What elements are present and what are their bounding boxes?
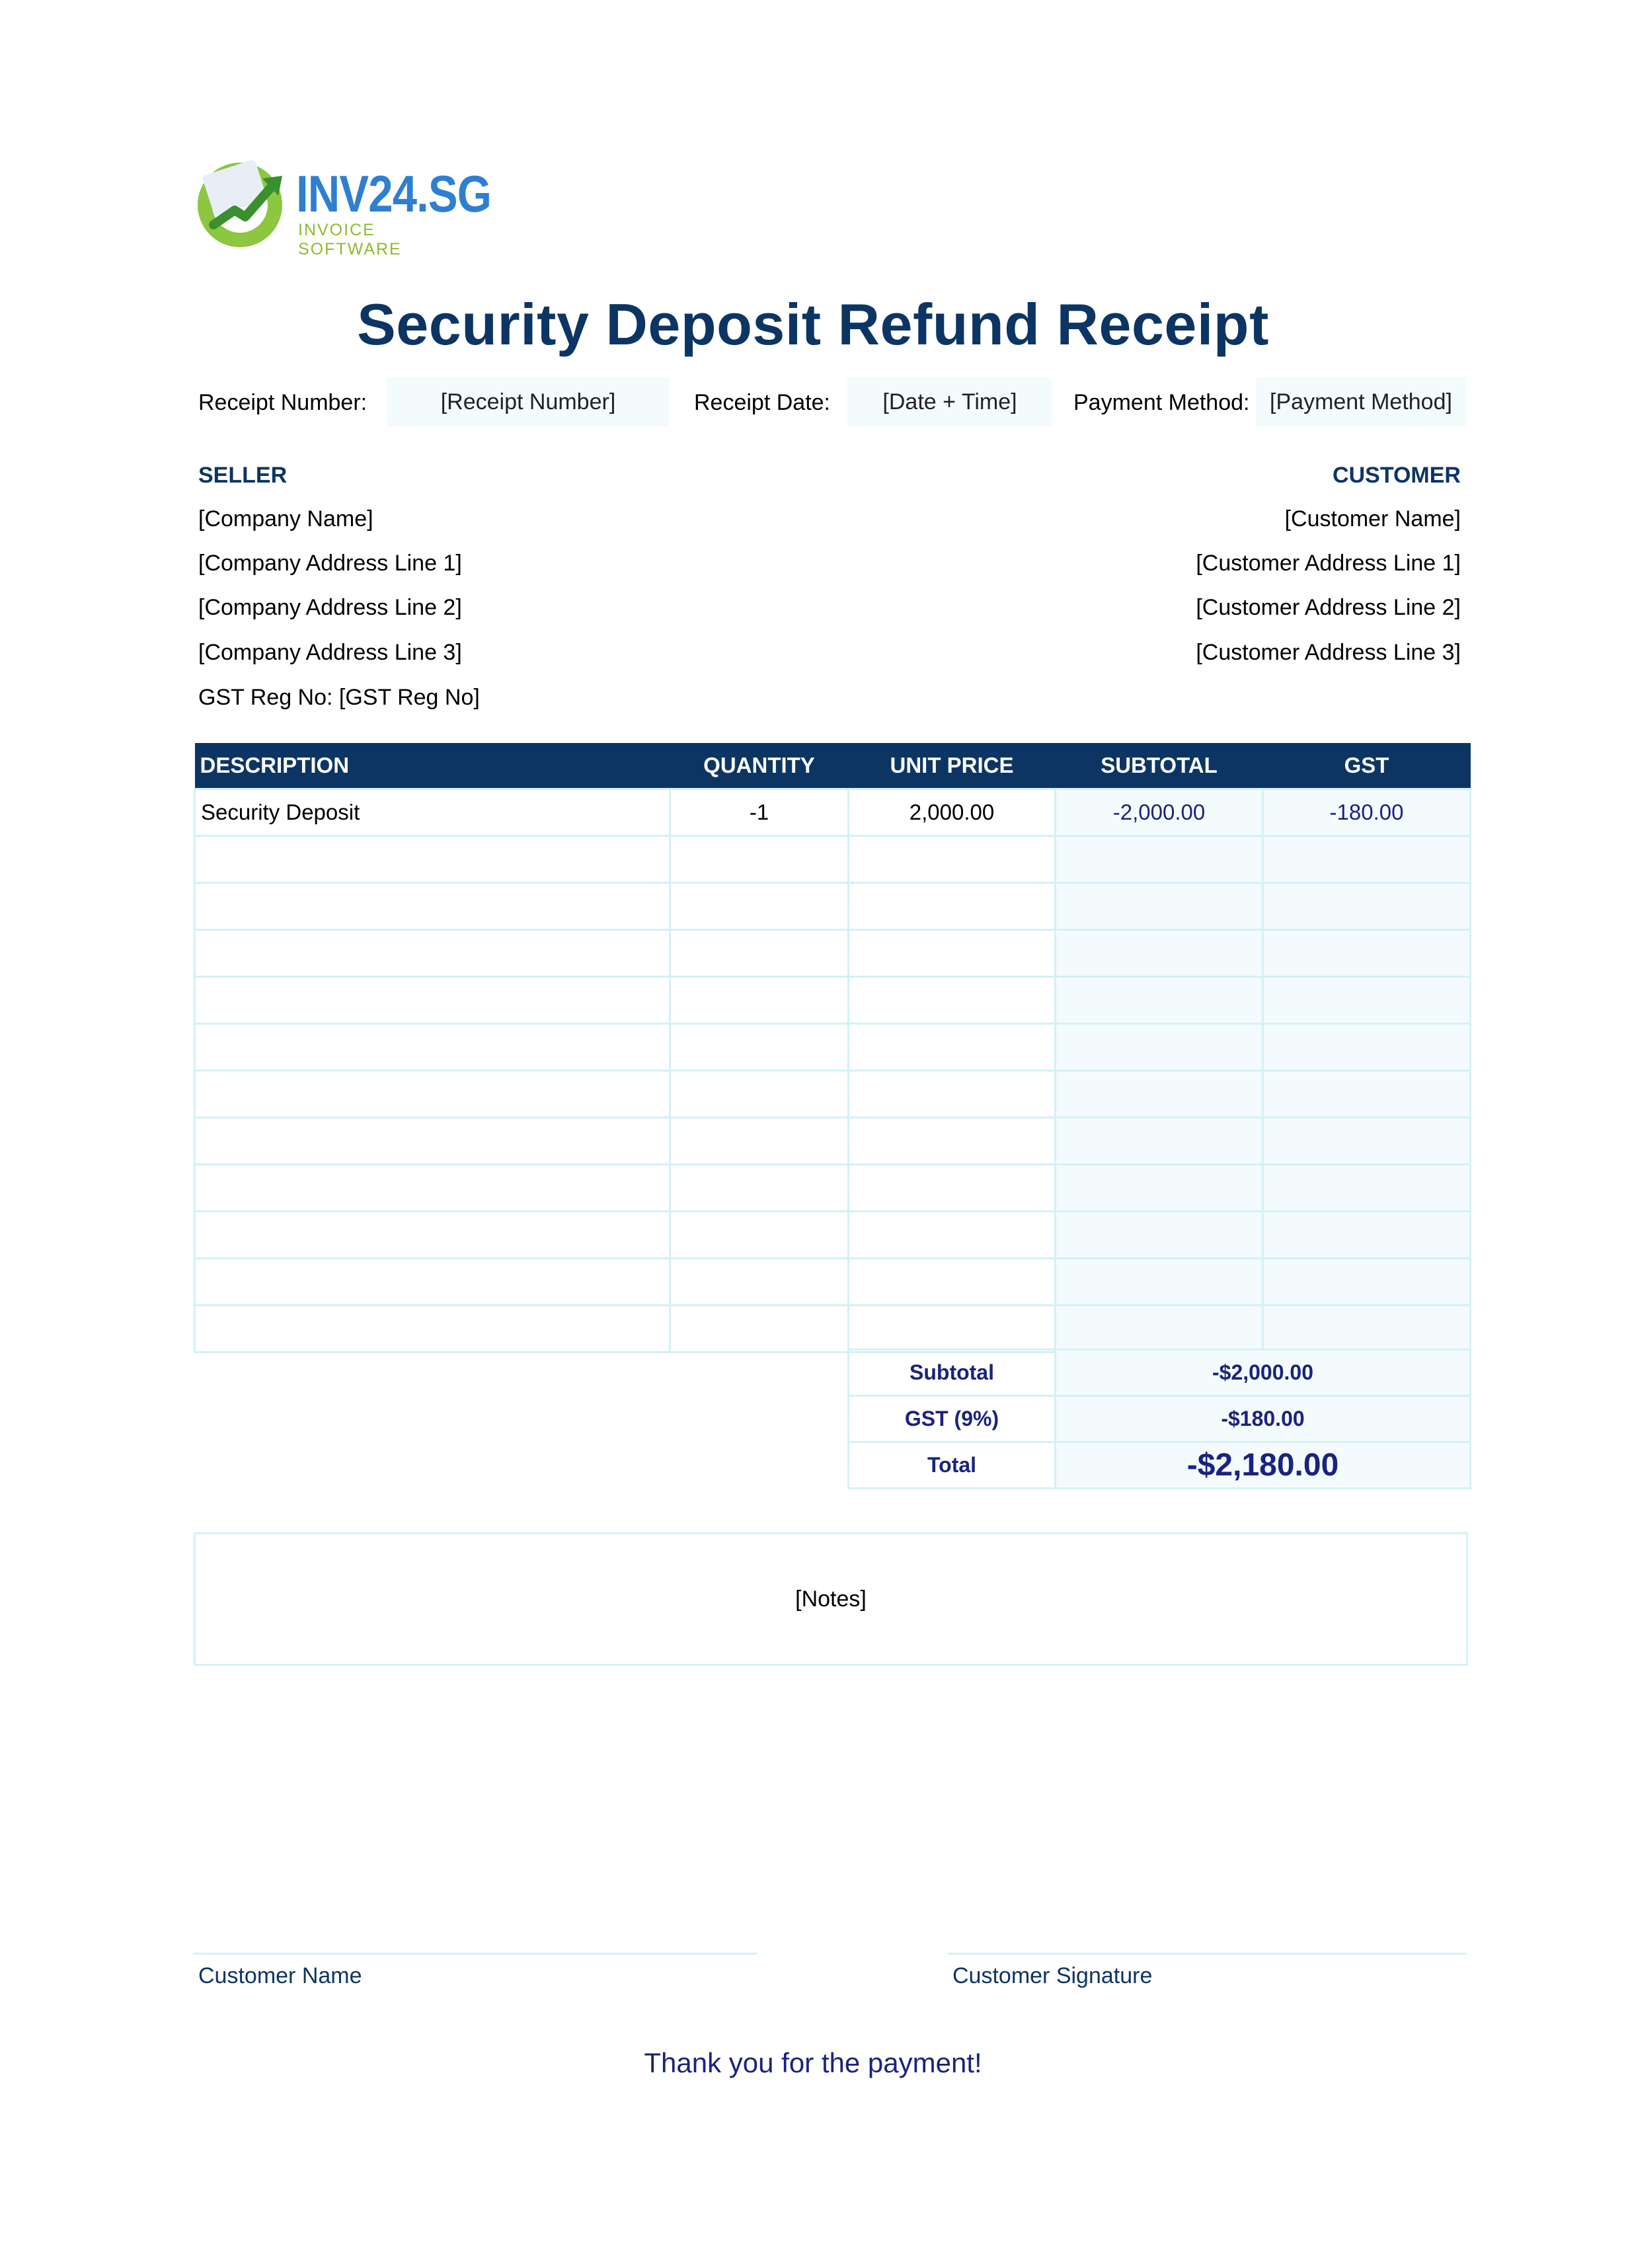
cell-quantity[interactable]	[670, 1071, 849, 1118]
column-header-gst: GST	[1263, 743, 1471, 789]
cell-subtotal[interactable]	[1056, 1259, 1263, 1306]
cell-subtotal[interactable]	[1056, 1024, 1263, 1071]
table-row	[195, 836, 1471, 883]
column-header-unit-price: UNIT PRICE	[849, 743, 1056, 789]
customer-signature-line	[948, 1953, 1466, 1955]
payment-method-label: Payment Method:	[1073, 390, 1250, 415]
total-row	[849, 1442, 1471, 1489]
table-row	[195, 1118, 1471, 1165]
table-row	[195, 883, 1471, 930]
table-row	[195, 1212, 1471, 1259]
table-row	[195, 930, 1471, 977]
cell-subtotal[interactable]	[1056, 1212, 1263, 1259]
cell-subtotal[interactable]	[1056, 930, 1263, 977]
cell-subtotal[interactable]: -2,000.00	[1056, 789, 1263, 836]
cell-subtotal[interactable]	[1056, 836, 1263, 883]
cell-quantity[interactable]	[670, 1118, 849, 1165]
customer-address-1: [Customer Address Line 1]	[1196, 551, 1461, 576]
total-value: -$2,180.00	[1056, 1442, 1471, 1489]
column-header-description: DESCRIPTION	[195, 743, 670, 789]
cell-quantity[interactable]: -1	[670, 789, 849, 836]
receipt-date-label: Receipt Date:	[694, 390, 830, 415]
cell-unit-price[interactable]	[849, 977, 1056, 1024]
cell-gst[interactable]	[1263, 1165, 1471, 1212]
cell-description[interactable]	[195, 1071, 670, 1118]
notes-text: [Notes]	[795, 1586, 867, 1612]
cell-description[interactable]	[195, 883, 670, 930]
cell-quantity[interactable]	[670, 1212, 849, 1259]
cell-description[interactable]	[195, 1165, 670, 1212]
customer-name-line	[194, 1953, 757, 1955]
cell-unit-price[interactable]	[849, 930, 1056, 977]
seller-address-3: [Company Address Line 3]	[198, 640, 462, 665]
cell-subtotal[interactable]	[1056, 977, 1263, 1024]
thank-you-message: Thank you for the payment!	[644, 2047, 982, 2078]
cell-subtotal[interactable]	[1056, 883, 1263, 930]
table-row	[195, 1306, 1471, 1352]
subtotal-value: -$2,000.00	[1056, 1350, 1471, 1396]
cell-gst[interactable]	[1263, 883, 1471, 930]
gst-label: GST (9%)	[849, 1396, 1056, 1442]
cell-unit-price[interactable]	[849, 883, 1056, 930]
table-row	[195, 1259, 1471, 1306]
seller-gst: GST Reg No: [GST Reg No]	[198, 685, 480, 710]
receipt-number-label: Receipt Number:	[198, 390, 368, 415]
cell-unit-price[interactable]	[849, 1071, 1056, 1118]
cell-unit-price[interactable]: 2,000.00	[849, 789, 1056, 836]
seller-address-1: [Company Address Line 1]	[198, 551, 462, 576]
cell-subtotal[interactable]	[1056, 1165, 1263, 1212]
cell-description[interactable]: Security Deposit	[195, 789, 670, 836]
customer-name-label: Customer Name	[198, 1963, 362, 1988]
logo-tagline: INVOICE SOFTWARE	[298, 221, 402, 258]
customer-address-2: [Customer Address Line 2]	[1196, 595, 1461, 620]
cell-unit-price[interactable]	[849, 1259, 1056, 1306]
cell-gst[interactable]	[1263, 977, 1471, 1024]
column-header-quantity: QUANTITY	[670, 743, 849, 789]
cell-unit-price[interactable]	[849, 1024, 1056, 1071]
cell-description[interactable]	[195, 1024, 670, 1071]
cell-unit-price[interactable]	[849, 836, 1056, 883]
cell-quantity[interactable]	[670, 1259, 849, 1306]
cell-description[interactable]	[195, 930, 670, 977]
cell-quantity[interactable]	[670, 1165, 849, 1212]
cell-subtotal[interactable]	[1056, 1306, 1263, 1352]
notes-box[interactable]	[194, 1532, 1468, 1666]
subtotal-row	[849, 1350, 1471, 1396]
table-row	[195, 1024, 1471, 1071]
cell-quantity[interactable]	[670, 1306, 849, 1352]
cell-subtotal[interactable]	[1056, 1071, 1263, 1118]
cell-quantity[interactable]	[670, 883, 849, 930]
table-row	[195, 977, 1471, 1024]
gst-value: -$180.00	[1056, 1396, 1471, 1442]
column-header-subtotal: SUBTOTAL	[1056, 743, 1263, 789]
logo-mark-icon	[194, 152, 293, 251]
inv24-logo	[194, 152, 492, 258]
table-row	[195, 1071, 1471, 1118]
cell-description[interactable]	[195, 1118, 670, 1165]
total-label: Total	[849, 1442, 1056, 1489]
cell-unit-price[interactable]	[849, 1306, 1056, 1352]
cell-quantity[interactable]	[670, 836, 849, 883]
page-title: Security Deposit Refund Receipt	[357, 292, 1269, 357]
cell-quantity[interactable]	[670, 977, 849, 1024]
customer-address-3: [Customer Address Line 3]	[1196, 640, 1461, 665]
gst-row	[849, 1396, 1471, 1442]
seller-heading: SELLER	[198, 463, 288, 488]
customer-name: [Customer Name]	[1284, 506, 1461, 531]
cell-subtotal[interactable]	[1056, 1118, 1263, 1165]
table-header-row	[195, 743, 1471, 789]
cell-gst[interactable]: -180.00	[1263, 789, 1471, 836]
cell-gst[interactable]	[1263, 1118, 1471, 1165]
cell-description[interactable]	[195, 977, 670, 1024]
cell-gst[interactable]	[1263, 930, 1471, 977]
cell-gst[interactable]	[1263, 836, 1471, 883]
cell-unit-price[interactable]	[849, 1165, 1056, 1212]
cell-gst[interactable]	[1263, 1259, 1471, 1306]
cell-unit-price[interactable]	[849, 1118, 1056, 1165]
subtotal-label: Subtotal	[849, 1350, 1056, 1396]
cell-description[interactable]	[195, 1306, 670, 1352]
table-row	[195, 1165, 1471, 1212]
cell-description[interactable]	[195, 1259, 670, 1306]
receipt-number-field[interactable]: [Receipt Number]	[387, 377, 670, 426]
cell-gst[interactable]	[1263, 1212, 1471, 1259]
cell-unit-price[interactable]	[849, 1212, 1056, 1259]
seller-name: [Company Name]	[198, 506, 373, 531]
logo-name: INV24.SG	[296, 165, 492, 223]
cell-quantity[interactable]	[670, 930, 849, 977]
cell-description[interactable]	[195, 836, 670, 883]
customer-signature-label: Customer Signature	[952, 1963, 1153, 1988]
table-row	[195, 789, 1471, 836]
totals-table	[847, 1349, 1471, 1489]
cell-quantity[interactable]	[670, 1024, 849, 1071]
payment-method-field[interactable]: [Payment Method]	[1256, 377, 1466, 426]
cell-gst[interactable]	[1263, 1071, 1471, 1118]
items-table	[194, 743, 1471, 1353]
customer-heading: CUSTOMER	[1333, 463, 1461, 488]
receipt-date-field[interactable]: [Date + Time]	[847, 377, 1052, 426]
seller-address-2: [Company Address Line 2]	[198, 595, 462, 620]
cell-gst[interactable]	[1263, 1306, 1471, 1352]
cell-description[interactable]	[195, 1212, 670, 1259]
cell-gst[interactable]	[1263, 1024, 1471, 1071]
